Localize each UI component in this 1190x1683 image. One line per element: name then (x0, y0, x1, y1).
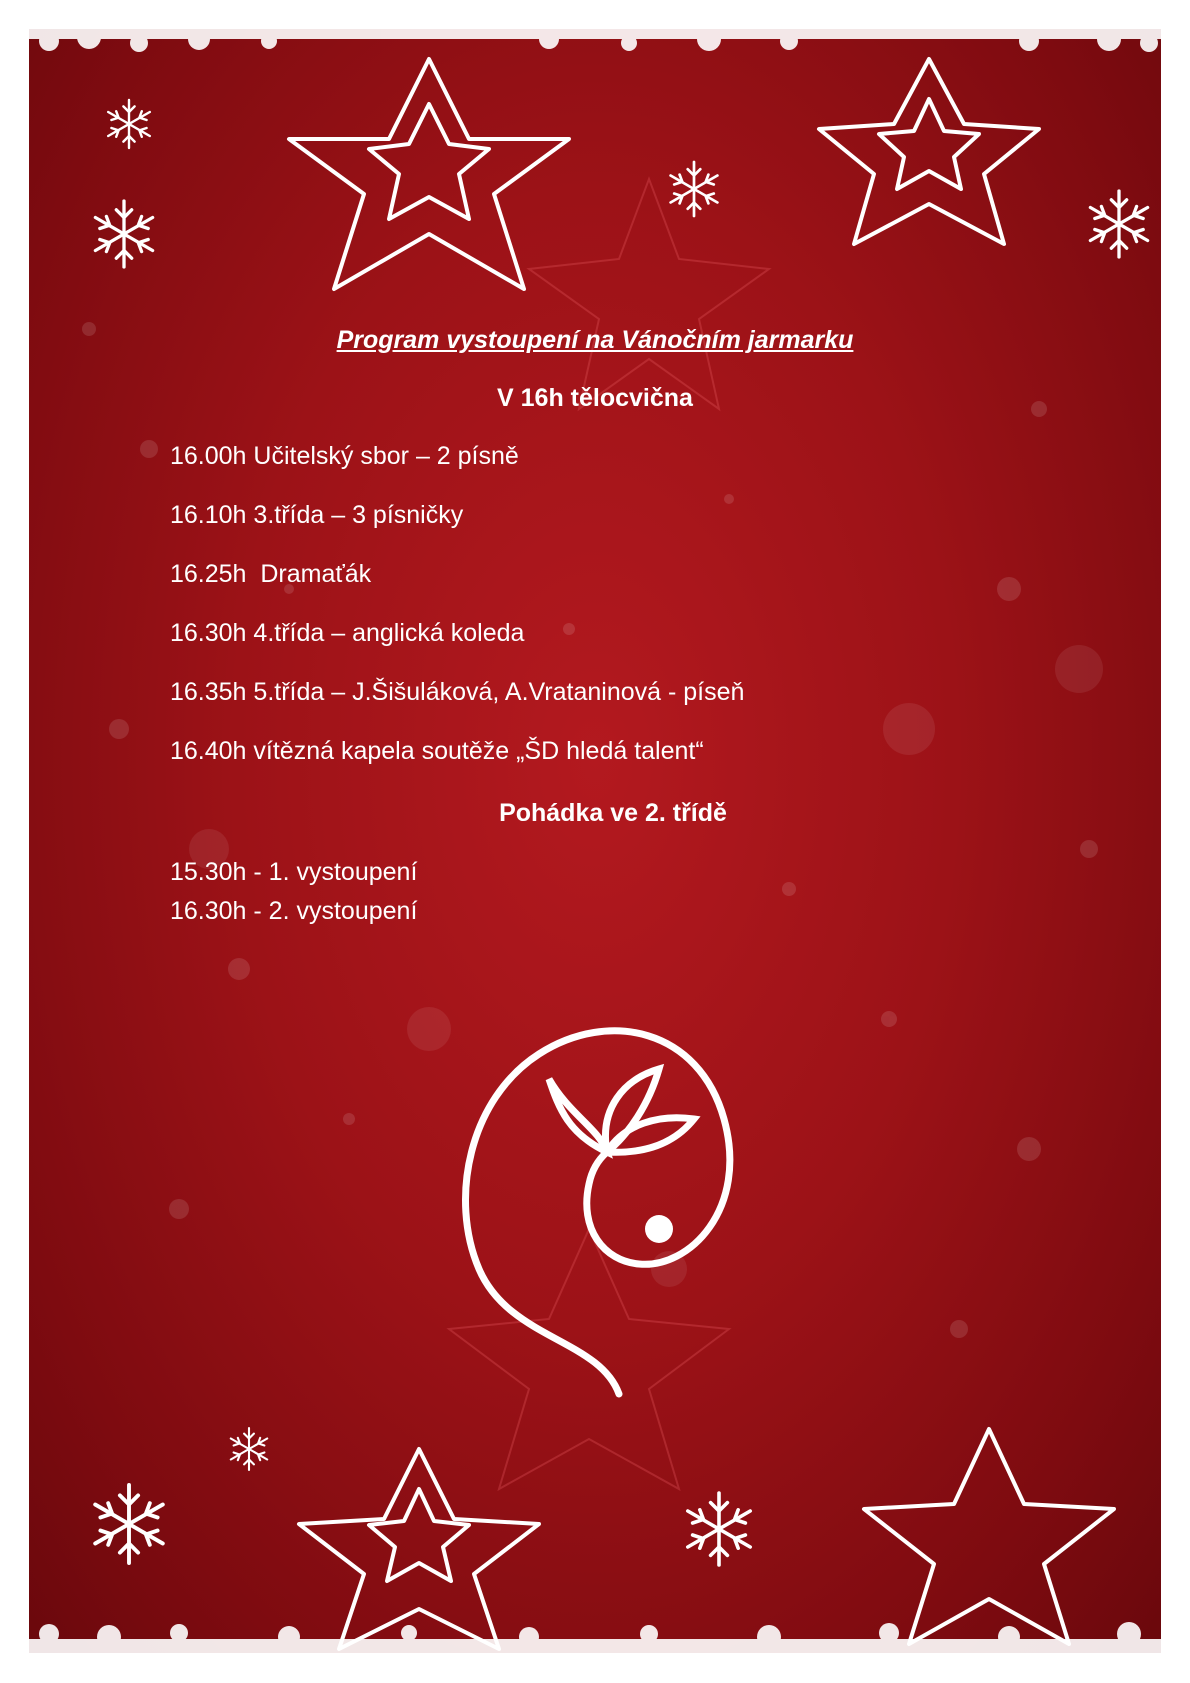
program-item: 16.10h 3.třída – 3 písničky (170, 501, 464, 529)
program-content (29, 29, 1161, 1653)
section-heading-fairytale: Pohádka ve 2. třídě (499, 799, 727, 827)
fairytale-item: 15.30h - 1. vystoupení (170, 858, 418, 886)
poster (29, 29, 1161, 1653)
section-heading-gym: V 16h tělocvična (497, 384, 693, 412)
circle-sprout-logo-icon (449, 1009, 759, 1409)
program-item: 16.35h 5.třída – J.Šišuláková, A.Vrataninová - píseň (170, 678, 745, 706)
program-item: 16.25h Dramaťák (170, 560, 372, 588)
fairytale-item: 16.30h - 2. vystoupení (170, 897, 418, 925)
program-item: 16.00h Učitelský sbor – 2 písně (170, 442, 519, 470)
program-item: 16.30h 4.třída – anglická koleda (170, 619, 525, 647)
program-item: 16.40h vítězná kapela soutěže „ŠD hledá talent“ (170, 737, 704, 765)
document-title: Program vystoupení na Vánočním jarmarku (336, 326, 854, 354)
